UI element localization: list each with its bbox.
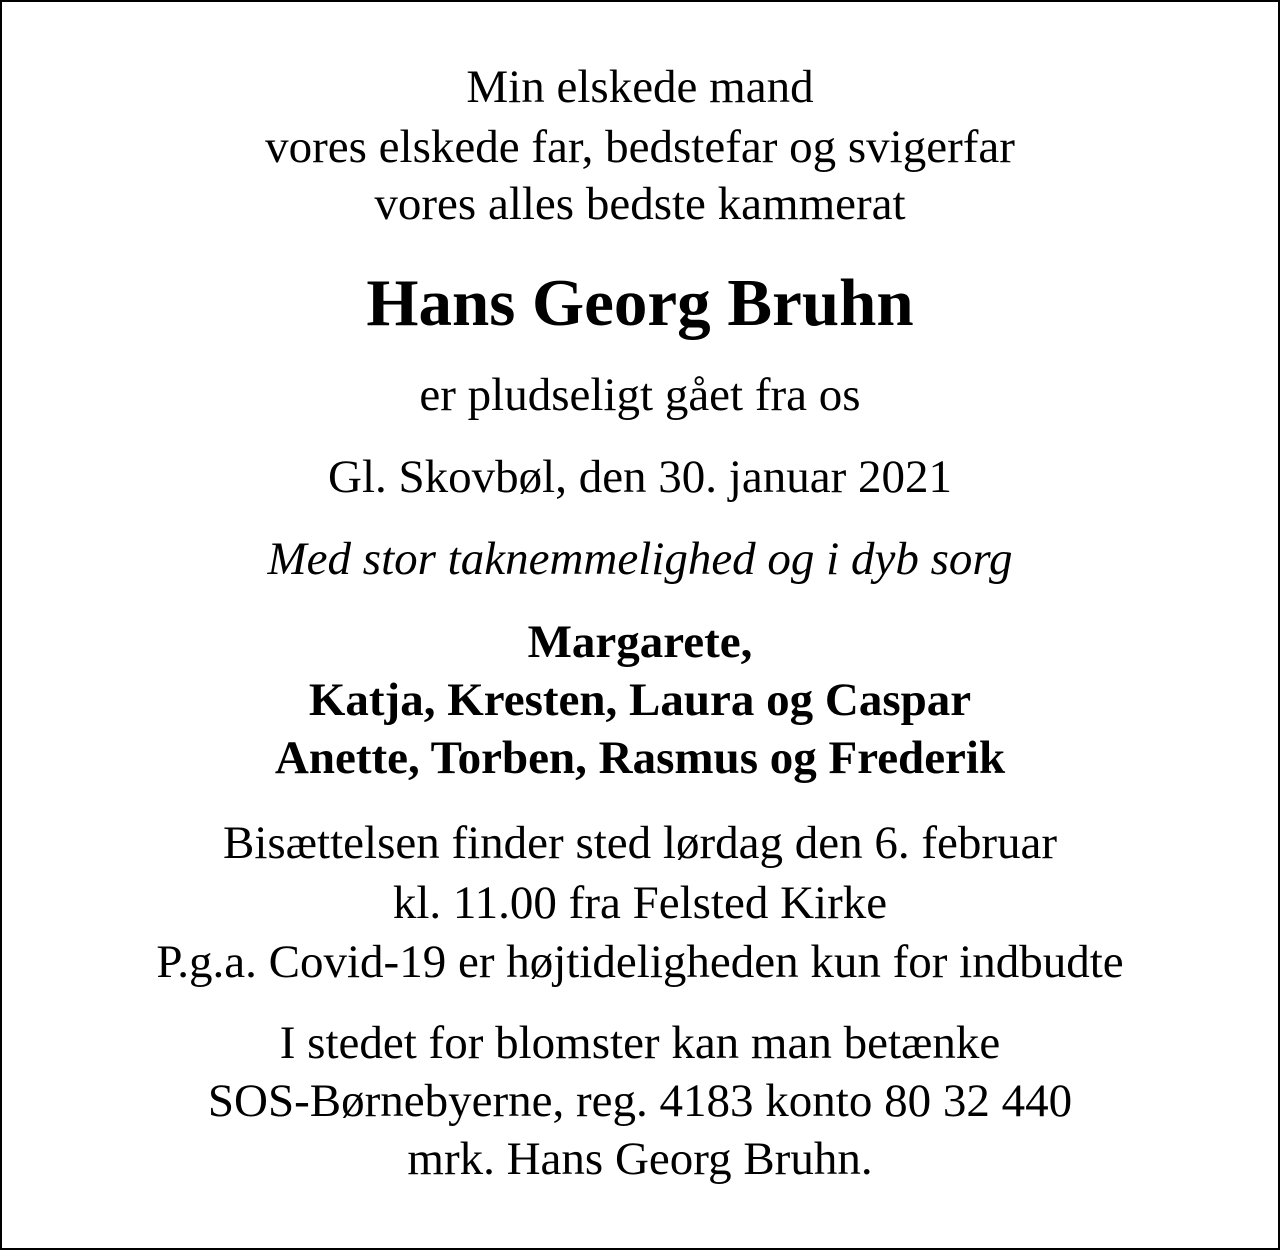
service-line-2: kl. 11.00 fra Felsted Kirke — [392, 877, 888, 929]
intro-line-1: Min elskede mand — [466, 61, 814, 113]
family-line-2: Katja, Kresten, Laura og Caspar — [308, 674, 972, 726]
announcement: er pludseligt gået fra os — [419, 369, 861, 421]
sentiment: Med stor taknemmelighed og i dyb sorg — [267, 533, 1013, 585]
donation-line-1: I stedet for blomster kan man betænke — [279, 1017, 1001, 1069]
service-line-3: P.g.a. Covid-19 er højtideligheden kun for indbudte — [156, 936, 1124, 988]
donation-line-2: SOS-Børnebyerne, reg. 4183 konto 80 32 440 — [207, 1075, 1073, 1127]
donation-line-3: mrk. Hans Georg Bruhn. — [407, 1133, 873, 1185]
service-line-1: Bisættelsen finder sted lørdag den 6. februar — [222, 817, 1058, 869]
place-date: Gl. Skovbøl, den 30. januar 2021 — [328, 451, 952, 503]
intro-line-2: vores elskede far, bedstefar og svigerfar — [265, 121, 1015, 173]
deceased-name: Hans Georg Bruhn — [366, 266, 914, 340]
intro-line-3: vores alles bedste kammerat — [374, 178, 906, 230]
family-line-3: Anette, Torben, Rasmus og Frederik — [274, 732, 1006, 784]
family-line-1: Margarete, — [527, 616, 753, 668]
